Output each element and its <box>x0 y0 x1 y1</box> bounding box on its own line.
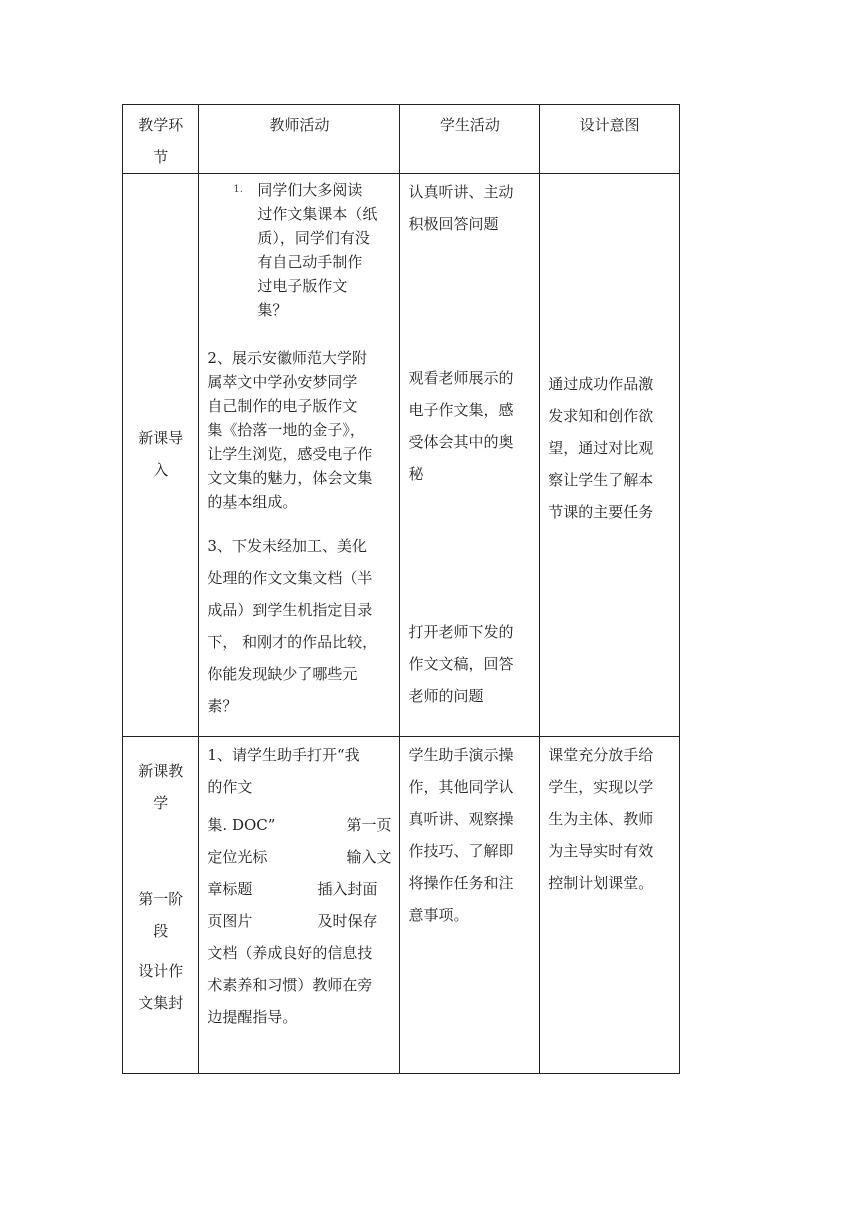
header-student: 学生活动 <box>400 105 540 174</box>
teach-student-cell: 学生助手演示操 作，其他同学认 真听讲、观察操 作技巧、了解即 将操作任务和注 意事项。 <box>400 737 540 1074</box>
intro-intent-cell: 通过成功作品激 发求知和创作欲 望，通过对比观 察让学生了解本 节课的主要任务 <box>540 174 680 737</box>
intro-row <box>123 174 680 737</box>
intro-teacher-cell <box>199 174 400 737</box>
teach-stage-cell: 新课教 学 第一阶 段 设计作 文集封 <box>123 737 199 1074</box>
intro-stage-cell: 新课导 入 <box>123 174 199 737</box>
header-intent: 设计意图 <box>540 105 680 174</box>
teach-row <box>123 737 680 1074</box>
intro-student-cell: 认真听讲、主动 积极回答问题 观看老师展示的 电子作文集，感 受体会其中的奥 秘 打开老师下发的 作文文稿，回答 老师的问题 <box>400 174 540 737</box>
header-teacher: 教师活动 <box>199 105 400 174</box>
teach-teacher-cell: 1、请学生助手打开“我 的作文 集. DOC” 第一页 定位光标 输入文 章标题 插入封面 页图片 及时保存 文档（养成良好的信息技 术素养和习惯）教师在旁 边提醒指导。 <box>199 737 400 1074</box>
intro-teacher-item-1: 1. 同学们大多阅读 过作文集课本（纸 质），同学们有没 有自己动手制作 过电子版作文 集？ <box>233 181 378 319</box>
intro-teacher-item-3: 3、下发未经加工、美化 处理的作文文集文档（半 成品）到学生机指定目录 下， 和刚才的作品比较， 你能发现缺少了哪些元 素？ <box>207 537 378 715</box>
lesson-plan-table <box>122 104 680 1074</box>
intro-teacher-item-2: 2、展示安徽师范大学附 属萃文中学孙安梦同学 自己制作的电子版作文 集《拾落一地的金子》， 让学生浏览，感受电子作 文文集的魅力，体会文集 的基本组成。 <box>207 349 373 511</box>
teach-intent-cell: 课堂充分放手给 学生，实现以学 生为主体、教师 为主导实时有效 控制计划课堂。 <box>540 737 680 1074</box>
header-row <box>123 105 680 174</box>
header-stage: 教学环 节 <box>123 105 199 174</box>
